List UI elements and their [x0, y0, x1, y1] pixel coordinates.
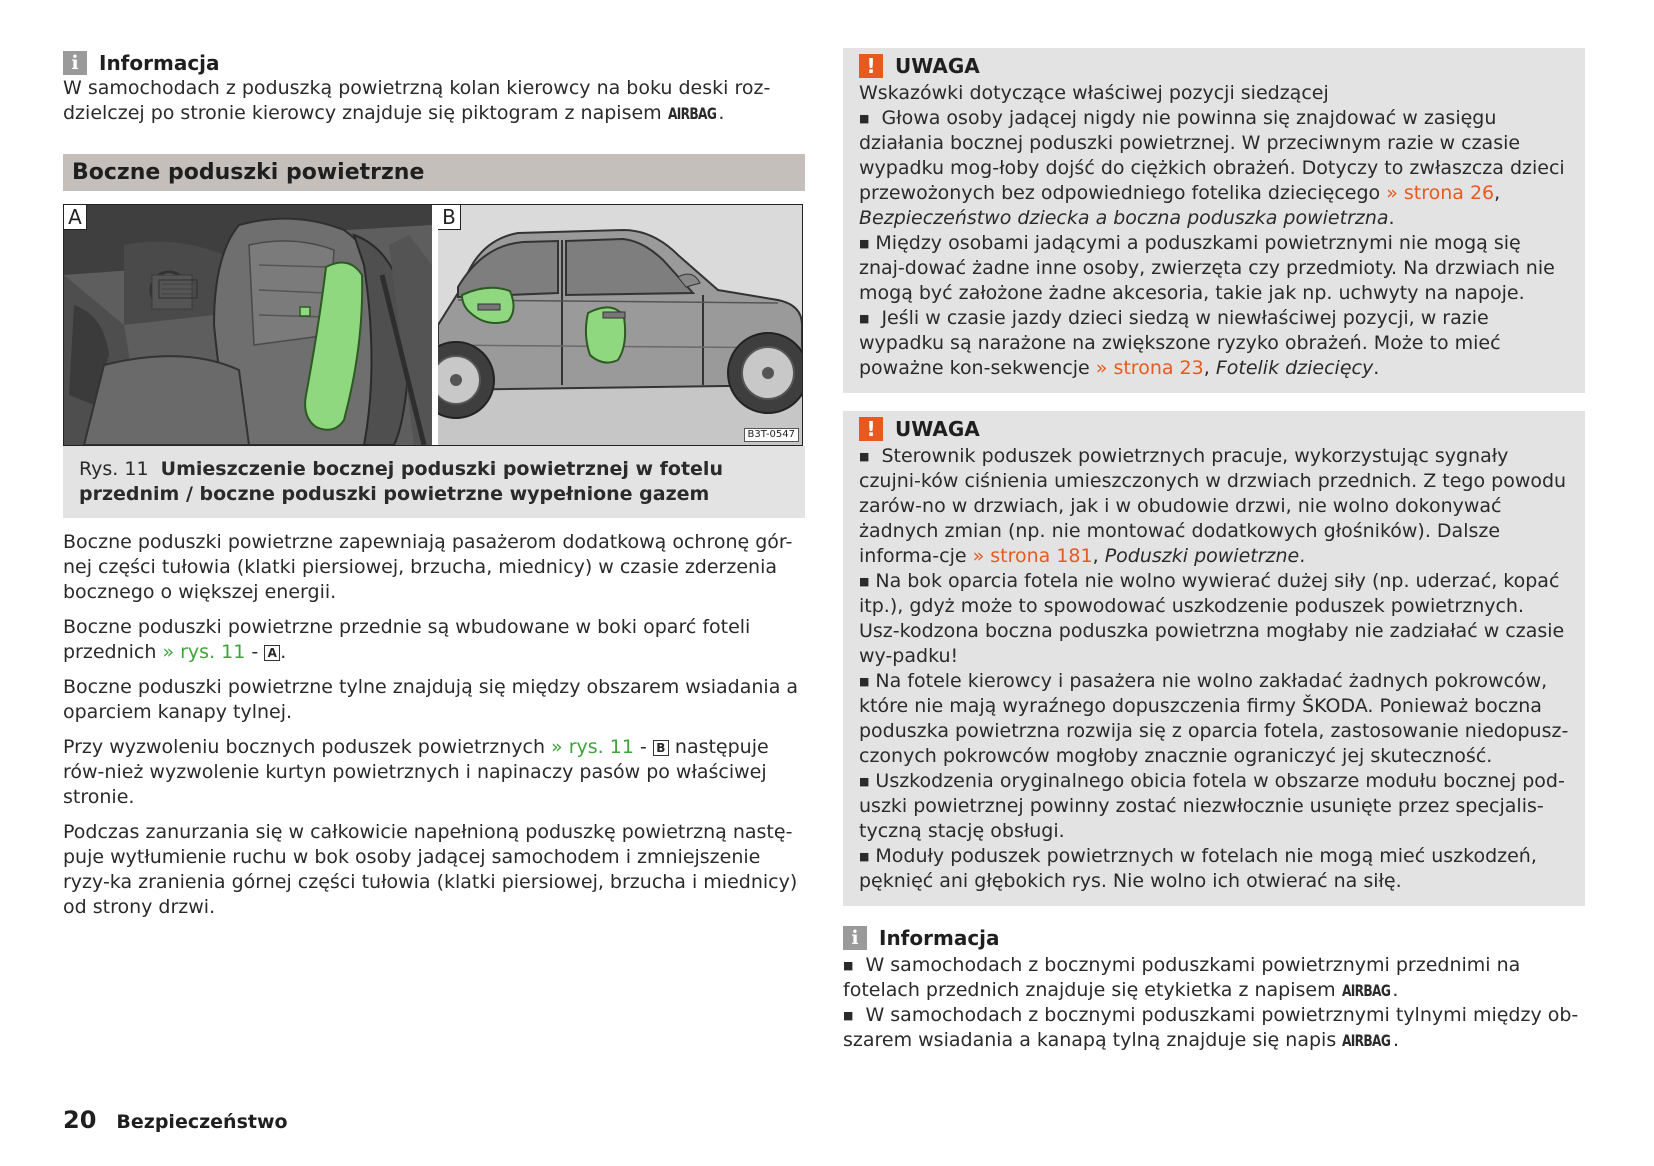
paragraph-4-dash: - [633, 736, 653, 758]
figure-panel-b-car-illustration [438, 205, 802, 445]
bullet-text: Sterownik poduszek powietrznych pracuje, wykorzystując sygnały czujni-ków ciśnienia umieszczonych w drzwiach przednich. Z tego powodu zarów-no w drzwiach, jak i w obudowie drzwi, nie wolno dokonywać żadnych zmian (np. nie montować dodatkowych głośników). Dalsze informa-cje [859, 445, 1567, 567]
chapter-title: Bezpieczeństwo [116, 1111, 288, 1133]
bullet-text: Jeśli w czasie jazdy dzieci siedzą w niewłaściwej pozycji, w razie wypadku są narażone na zwiększone ryzyko obrażeń. Może to mieć poważne kon-sekwencje [859, 307, 1501, 379]
page-181-link[interactable]: » strona 181 [972, 545, 1093, 567]
info-icon: i [63, 51, 87, 75]
page-23-link[interactable]: » strona 23 [1095, 357, 1204, 379]
car-side-airbags-image [438, 205, 802, 445]
warning-bullet: ■ Między osobami jadącymi a poduszkami powietrznymi nie mogą się znaj-dować żadne inne osoby, zwierzęta czy przedmioty. Na drzwiach nie mogą być założone żadne akcesoria, takie jak np. uchwyty na napoje. [859, 231, 1569, 306]
airbag-label: AIRBAG [1341, 981, 1390, 1000]
info-bullet [843, 953, 1585, 1003]
paragraph-2 [63, 615, 805, 665]
left-column [63, 48, 805, 920]
info-icon: i [843, 926, 867, 950]
warning-header [859, 51, 1569, 81]
info-header [843, 923, 1585, 953]
bullet-end: . [1299, 545, 1306, 567]
page-number: 20 [63, 1106, 97, 1134]
page-footer [63, 1108, 288, 1135]
bullet-end: . [1392, 1029, 1400, 1051]
paragraph-4-text: Przy wyzwoleniu bocznych poduszek powietrznych [63, 736, 552, 758]
paragraph-2-end: . [280, 641, 287, 663]
paragraph-1: Boczne poduszki powietrzne zapewniają pasażerom dodatkową ochronę gór-nej części tułowia (klatki piersiowej, brzucha, miednicy) w czasie zderzenia bocznego o większej energii. [63, 531, 793, 603]
warning-icon: ! [859, 417, 883, 441]
seat-airbag-image [64, 205, 432, 445]
info-header [63, 48, 805, 78]
figure-11-link[interactable]: » rys. 11 [162, 641, 246, 663]
info-bullet [843, 1003, 1585, 1053]
figure-panel-a-seat-illustration [64, 205, 432, 445]
bullet-text: W samochodach z bocznymi poduszkami powietrznymi tylnymi między ob-szarem wsiadania a kanapą tylną znajduje się napis [843, 1004, 1579, 1051]
bullet-text: Głowa osoby jadącej nigdy nie powinna się znajdować w zasięgu działania bocznej poduszki powietrznej. W przeciwnym razie w czasie wypadku mog-łoby dojść do ciężkich obrażeń. Dotyczy to zwłaszcza dzieci przewożonych bez odpowiedniego fotelika dziecięcego [859, 107, 1565, 204]
warning-bullet: ■ Uszkodzenia oryginalnego obicia fotela w obszarze modułu bocznej pod-uszki powietrznej powinny zostać niezwłocznie usunięte przez specjalis-tyczną stację obsługi. [859, 769, 1569, 844]
info-note-top [63, 48, 805, 126]
bullet-text: W samochodach z bocznymi poduszkami powietrznymi przednimi na fotelach przednich znajduje się etykietka z napisem [843, 954, 1521, 1001]
bullet-sep: , [1494, 182, 1501, 204]
section-heading: Boczne poduszki powietrzne [63, 154, 805, 191]
bullet-italic-ref: Fotelik dziecięcy [1215, 357, 1374, 379]
paragraph-4-end: następuje rów-nież wyzwolenie kurtyn powietrznych i napinaczy pasów po właściwej stronie. [63, 736, 769, 808]
warning-header [859, 414, 1569, 444]
caption-prefix: Rys. 11 [79, 458, 149, 480]
boxed-letter-a: A [264, 645, 280, 661]
warning-bullet [859, 444, 1569, 569]
info-text-end: . [718, 102, 725, 124]
figure-11 [63, 204, 803, 446]
paragraph-4 [63, 735, 805, 810]
info-title: Informacja [879, 925, 1000, 950]
airbag-label: AIRBAG [667, 104, 716, 123]
figure-code: B3T-0547 [744, 428, 799, 442]
caption-title: Umieszczenie bocznej poduszki powietrznej w fotelu przednim / boczne poduszki powietrzne wypełnione gazem [79, 458, 723, 505]
bullet-italic-ref: Poduszki powietrzne [1104, 545, 1300, 567]
paragraph-5: Podczas zanurzania się w całkowicie napełnioną poduszkę powietrzną nastę-puje wytłumienie ruchu w bok osoby jadącej samochodem i zmniejszenie ryzy-ka zranienia górnej części tułowia (klatki piersiowej, brzucha i miednicy) od strony drzwi. [63, 821, 798, 918]
warning-bullet: ■ Moduły poduszek powietrznych w fotelach nie mogą mieć uszkodzeń, pęknięć ani głębokich rys. Nie wolno ich otwierać na siłę. [859, 844, 1569, 894]
paragraph-2-text: Boczne poduszki powietrzne przednie są wbudowane w boki oparć foteli przednich [63, 616, 751, 663]
info-text-body: W samochodach z poduszką powietrzną kolan kierowcy na boku deski roz-dzielczej po stronie kierowcy znajduje się piktogram z napisem [63, 77, 771, 124]
warning-bullet: ■ Na fotele kierowcy i pasażera nie wolno zakładać żadnych pokrowców, które nie mają wyraźnego dopuszczenia firmy ŠKODA. Ponieważ boczna poduszka powietrzna rozwija się z oparcia fotela, zastosowanie niedopusz-czonych pokrowców mogłoby znacznie ograniczyć jej skuteczność. [859, 669, 1569, 769]
panel-label-a: A [64, 205, 87, 230]
warning-box-1 [843, 48, 1585, 393]
warning-title: UWAGA [895, 53, 980, 78]
right-column [843, 48, 1585, 1053]
bullet-italic-ref: Bezpieczeństwo dziecka a boczna poduszka powietrzna [859, 207, 1389, 229]
bullet-end: . [1392, 979, 1399, 1001]
warning-bullet: ■ Na bok oparcia fotela nie wolno wywierać dużej siły (np. uderzać, kopać itp.), gdyż może to spowodować uszkodzenie poduszek powietrznych. Usz-kodzona boczna poduszka powietrzna mogłaby nie zadziałać w czasie wy-padku! [859, 569, 1569, 669]
boxed-letter-b: B [653, 740, 669, 756]
paragraph-2-dash: - [245, 641, 265, 663]
info-note-bottom [843, 923, 1585, 1053]
info-text [63, 76, 805, 126]
bullet-sep: , [1092, 545, 1105, 567]
warning-intro: Wskazówki dotyczące właściwej pozycji siedzącej [859, 82, 1329, 104]
figure-caption [63, 446, 805, 518]
warning-box-2 [843, 411, 1585, 906]
panel-label-b: B [438, 205, 461, 230]
paragraph-3: Boczne poduszki powietrzne tylne znajdują się między obszarem wsiadania a oparciem kanapy tylnej. [63, 676, 799, 723]
page-26-link[interactable]: » strona 26 [1386, 182, 1495, 204]
figure-11-link[interactable]: » rys. 11 [551, 736, 634, 758]
bullet-end: . [1388, 207, 1395, 229]
bullet-end: . [1373, 357, 1380, 379]
airbag-label: AIRBAG [1342, 1031, 1391, 1050]
warning-title: UWAGA [895, 416, 980, 441]
warning-bullet [859, 106, 1569, 231]
warning-bullet [859, 306, 1569, 381]
warning-icon: ! [859, 54, 883, 78]
info-title: Informacja [99, 50, 220, 75]
bullet-sep: , [1203, 357, 1216, 379]
